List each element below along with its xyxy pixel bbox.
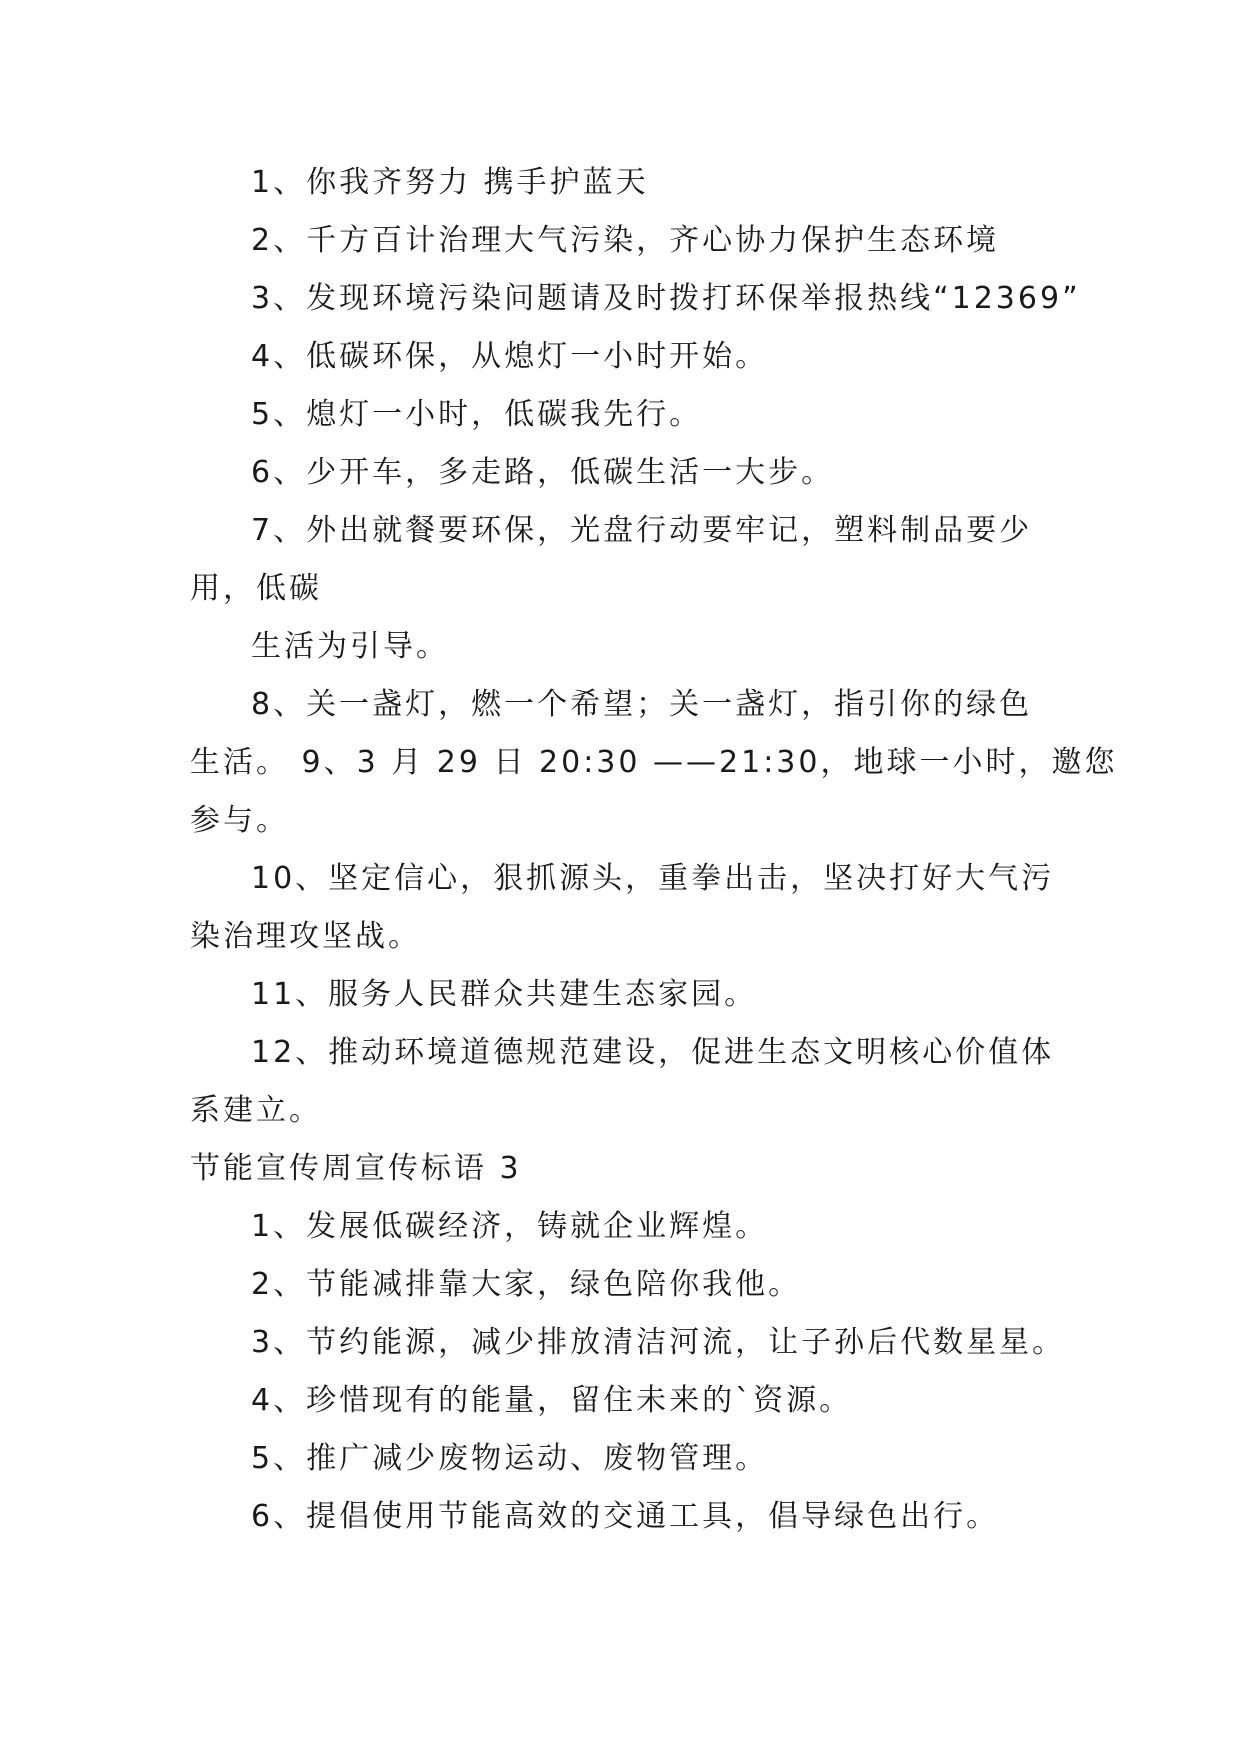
text-line: 4、珍惜现有的能量，留住未来的`资源。 (251, 1383, 853, 1418)
text-line: 参与。 (190, 803, 289, 838)
text-line: 生活为引导。 (251, 629, 449, 664)
text-line: 6、提倡使用节能高效的交通工具，倡导绿色出行。 (251, 1499, 1000, 1534)
section-heading: 节能宣传周宣传标语 3 (190, 1151, 522, 1186)
text-line: 2、节能减排靠大家，绿色陪你我他。 (251, 1267, 802, 1302)
text-line: 12、推动环境道德规范建设，促进生态文明核心价值体 (251, 1035, 1055, 1070)
text-line: 4、低碳环保，从熄灯一小时开始。 (251, 339, 769, 374)
text-line: 2、千方百计治理大气污染，齐心协力保护生态环境 (251, 223, 1000, 258)
text-line: 5、推广减少废物运动、废物管理。 (251, 1441, 769, 1476)
text-line: 生活。 9、3 月 29 日 20:30 ——21:30，地球一小时，邀您 (190, 745, 1118, 780)
text-line: 11、服务人民群众共建生态家园。 (251, 977, 758, 1012)
text-line: 系建立。 (190, 1093, 322, 1128)
text-line: 10、坚定信心，狠抓源头，重拳出击，坚决打好大气污 (251, 861, 1055, 896)
text-line: 用，低碳 (190, 571, 322, 606)
text-line: 染治理攻坚战。 (190, 919, 421, 954)
text-line: 3、发现环境污染问题请及时拨打环保举报热线“12369” (251, 281, 1081, 316)
text-line: 5、熄灯一小时，低碳我先行。 (251, 397, 703, 432)
text-line: 1、发展低碳经济，铸就企业辉煌。 (251, 1209, 769, 1244)
text-line: 3、节约能源，减少排放清洁河流，让子孙后代数星星。 (251, 1325, 1066, 1360)
text-line: 7、外出就餐要环保，光盘行动要牢记，塑料制品要少 (251, 513, 1033, 548)
text-line: 8、关一盏灯，燃一个希望；关一盏灯，指引你的绿色 (251, 687, 1033, 722)
text-line: 6、少开车，多走路，低碳生活一大步。 (251, 455, 835, 490)
text-line: 1、你我齐努力 携手护蓝天 (251, 165, 649, 200)
